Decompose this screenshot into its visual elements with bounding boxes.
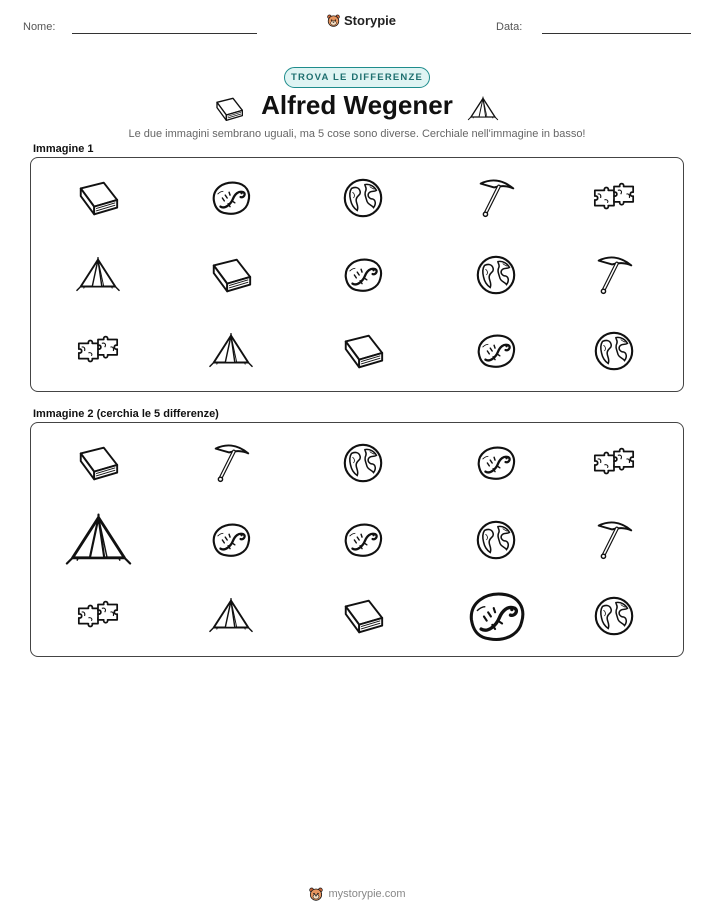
grid-cell [473,252,519,298]
instructions-text: Le due immagini sembrano uguali, ma 5 cose sono diverse. Cerchiale nell'immagine in basso! [128,128,586,140]
pickaxe-icon [591,517,637,563]
fossil-icon [463,583,530,650]
grid-cell[interactable] [75,440,121,486]
grid-cell[interactable] [591,440,637,486]
grid-cell [208,328,254,374]
globe-icon [473,517,519,563]
globe-icon [473,252,519,298]
grid-cell [591,175,637,221]
grid-cell[interactable] [75,593,121,639]
worksheet-type-badge: TROVA LE DIFFERENZE [284,67,430,88]
book-icon [75,440,121,486]
grid-cell[interactable] [340,593,386,639]
pickaxe-icon [208,440,254,486]
image1-grid [31,158,683,391]
puzzle-icon [591,440,637,486]
grid-cell[interactable] [463,583,530,650]
tent-icon [75,252,121,298]
name-label: Nome: [23,21,56,33]
grid-cell[interactable] [64,506,133,575]
footer-site: mystorypie.com [328,888,406,900]
grid-cell [340,252,386,298]
grid-cell [473,328,519,374]
bear-icon [326,13,341,28]
worksheet-header [0,0,714,50]
grid-cell [340,328,386,374]
grid-cell [473,175,519,221]
image2-grid [31,423,683,656]
grid-cell [75,328,121,374]
brand-name: Storypie [344,13,397,28]
book-icon [75,175,121,221]
tent-icon [208,328,254,374]
grid-cell[interactable] [473,517,519,563]
grid-cell[interactable] [591,517,637,563]
globe-icon [340,440,386,486]
date-field-line[interactable] [542,33,691,34]
bear-icon [308,886,324,902]
fossil-icon [340,517,386,563]
grid-cell[interactable] [208,517,254,563]
image2-panel[interactable] [30,422,684,657]
pickaxe-icon [473,175,519,221]
grid-cell [591,328,637,374]
book-icon [340,593,386,639]
tent-icon [208,593,254,639]
pickaxe-icon [591,252,637,298]
grid-cell[interactable] [473,440,519,486]
grid-cell[interactable] [591,593,637,639]
grid-cell[interactable] [208,440,254,486]
grid-cell [208,175,254,221]
puzzle-icon [75,328,121,374]
name-field-line[interactable] [72,33,257,34]
puzzle-icon [591,175,637,221]
book-icon [208,252,254,298]
page-title: Alfred Wegener [261,90,453,120]
tent-icon [64,506,133,575]
grid-cell [591,252,637,298]
image2-label: Immagine 2 (cerchia le 5 differenze) [33,408,219,420]
globe-icon [591,328,637,374]
grid-cell [75,175,121,221]
date-label: Data: [496,21,523,33]
grid-cell[interactable] [208,593,254,639]
storypie-logo [326,13,396,28]
book-icon [340,328,386,374]
fossil-icon [473,328,519,374]
globe-icon [340,175,386,221]
tent-icon [467,93,499,125]
image1-label: Immagine 1 [33,143,94,155]
grid-cell[interactable] [340,517,386,563]
grid-cell [340,175,386,221]
fossil-icon [208,517,254,563]
page-footer [0,886,714,902]
globe-icon [591,593,637,639]
image1-panel [30,157,684,392]
puzzle-icon [75,593,121,639]
grid-cell[interactable] [340,440,386,486]
grid-cell [208,252,254,298]
fossil-icon [208,175,254,221]
fossil-icon [473,440,519,486]
grid-cell [75,252,121,298]
fossil-icon [340,252,386,298]
